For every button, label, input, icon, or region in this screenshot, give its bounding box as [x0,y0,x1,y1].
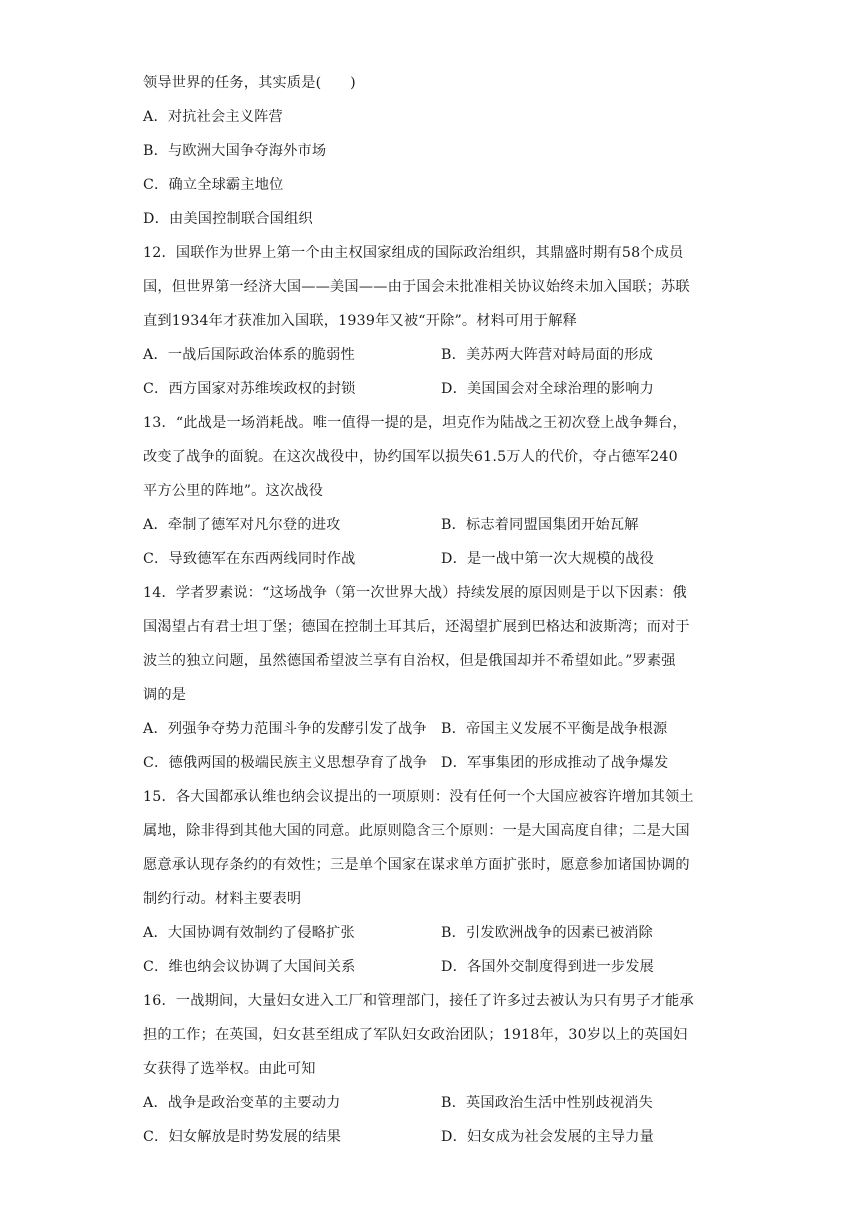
q12-option-c: C．西方国家对苏维埃政权的封锁 [143,381,356,397]
q16-stem-line: 女获得了选举权。由此可知 [143,1061,316,1077]
q12-stem-line: 直到1934年才获准加入国联，1939年又被“开除”。材料可用于解释 [143,313,578,329]
q15-stem-line: 制约行动。材料主要表明 [143,891,302,907]
q13-stem-line: 13．“此战是一场消耗战。唯一值得一提的是，坦克作为陆战之王初次登上战争舞台， [143,415,687,431]
q16-option-b: B．英国政治生活中性别歧视消失 [441,1095,654,1111]
q13-stem-line: 平方公里的阵地”。这次战役 [143,483,324,499]
q11-option-b: B．与欧洲大国争夺海外市场 [143,143,327,159]
q16-option-d: D．妇女成为社会发展的主导力量 [441,1129,655,1145]
q11-stem-tail: 领导世界的任务，其实质是( ) [143,75,356,91]
q14-stem-line: 调的是 [143,687,187,703]
q16-option-c: C．妇女解放是时势发展的结果 [143,1129,342,1145]
q14-stem-line: 波兰的独立问题，虽然德国希望波兰享有自治权，但是俄国却并不希望如此。”罗素强 [143,653,676,669]
q14-option-c: C．德俄两国的极端民族主义思想孕育了战争 [143,755,428,771]
q12-stem-line: 12．国联作为世界上第一个由主权国家组成的国际政治组织，其鼎盛时期有58个成员 [143,245,684,261]
q13-option-b: B．标志着同盟国集团开始瓦解 [441,517,639,533]
q11-option-c: C．确立全球霸主地位 [143,177,284,193]
q11-option-d: D．由美国控制联合国组织 [143,211,313,227]
q12-option-d: D．美国国会对全球治理的影响力 [441,381,655,397]
q14-stem-line: 14．学者罗素说：“这场战争（第一次世界大战）持续发展的原因则是于以下因素：俄 [143,585,687,601]
q13-option-a: A．牵制了德军对凡尔登的进攻 [143,517,341,533]
q12-option-b: B．美苏两大阵营对峙局面的形成 [441,347,654,363]
q15-option-a: A．大国协调有效制约了侵略扩张 [143,925,355,941]
q16-stem-line: 16．一战期间，大量妇女进入工厂和管理部门，接任了许多过去被认为只有男子才能承 [143,993,694,1009]
q16-option-a: A．战争是政治变革的主要动力 [143,1095,341,1111]
q15-stem-line: 15．各大国都承认维也纳会议提出的一项原则：没有任何一个大国应被容许增加其领土 [143,789,694,805]
q14-option-b: B．帝国主义发展不平衡是战争根源 [441,721,668,737]
q15-option-c: C．维也纳会议协调了大国间关系 [143,959,356,975]
q15-stem-line: 愿意承认现存条约的有效性；三是单个国家在谋求单方面扩张时，愿意参加诸国协调的 [143,857,690,873]
q15-option-d: D．各国外交制度得到进一步发展 [441,959,655,975]
q13-option-d: D．是一战中第一次大规模的战役 [441,551,655,567]
q12-stem-line: 国，但世界第一经济大国——美国——由于国会未批准相关协议始终未加入国联；苏联 [143,279,690,295]
q13-stem-line: 改变了战争的面貌。在这次战役中，协约国军以损失61.5万人的代价，夺占德军240 [143,449,678,465]
q16-stem-line: 担的工作；在英国，妇女甚至组成了军队妇女政治团队；1918年，30岁以上的英国妇 [143,1027,688,1043]
q15-stem-line: 属地，除非得到其他大国的同意。此原则隐含三个原则：一是大国高度自律；二是大国 [143,823,690,839]
q12-option-a: A．一战后国际政治体系的脆弱性 [143,347,355,363]
q11-option-a: A．对抗社会主义阵营 [143,109,283,125]
q14-stem-line: 国渴望占有君士坦丁堡；德国在控制土耳其后，还渴望扩展到巴格达和波斯湾；而对于 [143,619,690,635]
q14-option-a: A．列强争夺势力范围斗争的发酵引发了战争 [143,721,427,737]
q14-option-d: D．军事集团的形成推动了战争爆发 [441,755,669,771]
q13-option-c: C．导致德军在东西两线同时作战 [143,551,356,567]
q15-option-b: B．引发欧洲战争的因素已被消除 [441,925,654,941]
